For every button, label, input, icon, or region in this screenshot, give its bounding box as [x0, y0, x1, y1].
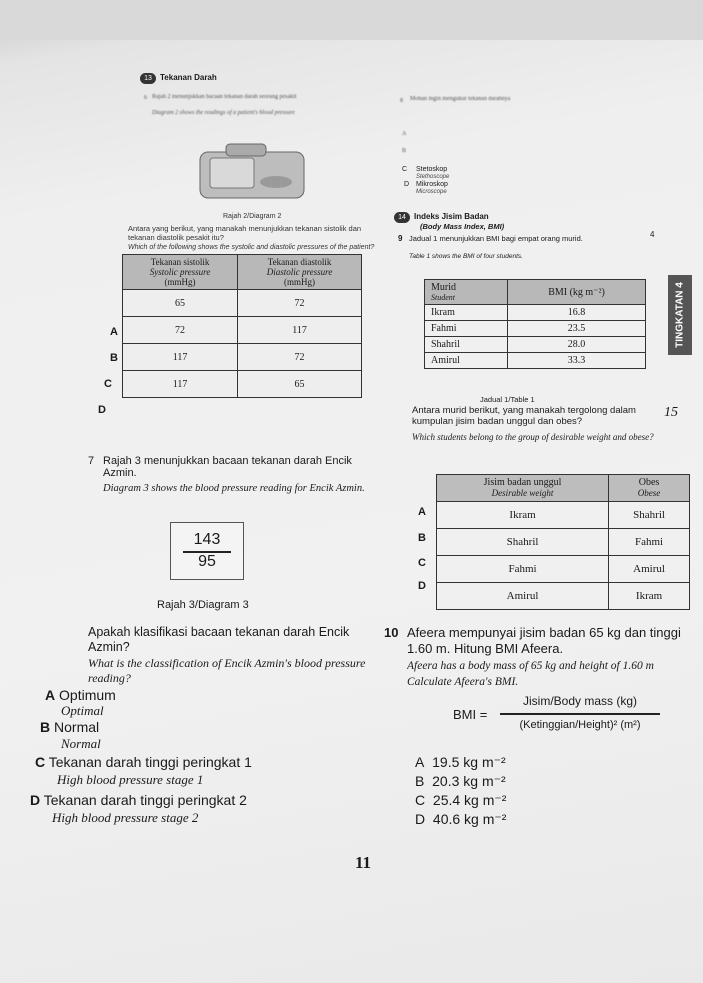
q8-option-c-ms: Stetoskop: [416, 166, 448, 173]
q10-option-a[interactable]: [415, 754, 506, 771]
q7-option-d-en: High blood pressure stage 2: [52, 810, 199, 825]
obese-value: Amirul: [609, 556, 690, 583]
q8-option-b[interactable]: B: [402, 148, 407, 154]
systolic-header-unit: (mmHg): [164, 277, 196, 287]
diastolic-value: 65: [238, 371, 362, 398]
q7-option-d[interactable]: [30, 792, 247, 808]
systolic-value: 117: [123, 344, 238, 371]
q8-option-d[interactable]: D: [404, 181, 410, 188]
q10-number: 10: [384, 625, 399, 640]
option-letter: D: [415, 811, 426, 827]
handwritten-score: 15: [664, 405, 678, 420]
obese-value: Ikram: [609, 583, 690, 610]
desirable-header-ms: Jisim badan unggul: [483, 477, 562, 488]
desirable-value: Amirul: [437, 583, 609, 610]
q9-text-en: Table 1 shows the BMI of four students.: [409, 253, 523, 260]
q8-number: 8: [400, 98, 403, 104]
q6-text-ms: Rajah 2 menunjukkan bacaan tekanan darah seorang pesakit: [152, 94, 297, 100]
table-row: [123, 317, 362, 344]
table1-caption: Jadual 1/Table 1: [480, 395, 535, 404]
option-letter: A: [415, 754, 425, 770]
table-row: [437, 529, 690, 556]
q10-text-en2: Calculate Afeera's BMI.: [407, 676, 519, 688]
section14-number-badge: 14: [394, 212, 410, 223]
systolic-value: 72: [123, 317, 238, 344]
bmi-formula-numerator: Jisim/Body mass (kg): [522, 694, 638, 708]
systolic-value: 65: [123, 290, 238, 317]
diastolic-value: 72: [238, 290, 362, 317]
q6-question-en: Which of the following shows the systolic and diastolic pressures of the patient?: [128, 244, 375, 251]
option-letter[interactable]: D: [98, 404, 106, 416]
q7-question-en: What is the classification of Encik Azmin's blood pressure reading?: [88, 656, 366, 685]
desirable-header: [437, 475, 609, 502]
q7-option-c-en: High blood pressure stage 1: [57, 772, 204, 787]
q6-question-ms: Antara yang berikut, yang manakah menunjukkan tekanan sistolik dan tekanan diastolik pesakit itu?: [128, 224, 362, 242]
table-row: [425, 353, 646, 369]
student-name: Amirul: [425, 353, 508, 369]
option-letter[interactable]: C: [104, 378, 112, 390]
side-tab-label: TINGKATAN 4: [674, 282, 686, 348]
option-text-ms: Tekanan darah tinggi peringkat 1: [48, 754, 252, 770]
systolic-header: [123, 255, 238, 290]
option-letter: C: [415, 792, 426, 808]
systolic-header-en: Systolic pressure: [149, 267, 211, 277]
q8-option-a[interactable]: A: [402, 131, 407, 137]
option-letter[interactable]: A: [418, 506, 426, 518]
desirable-header-en: Desirable weight: [491, 488, 554, 498]
q9-text-ms: Jadual 1 menunjukkan BMI bagi empat orang murid.: [409, 234, 583, 243]
option-letter[interactable]: A: [110, 326, 118, 338]
q6-text-en: Diagram 2 shows the readings of a patient's blood pressure: [152, 110, 295, 116]
section-number-badge: 13: [140, 73, 156, 84]
table-header-row: [425, 280, 646, 305]
option-letter: B: [40, 719, 51, 735]
table-row: [425, 337, 646, 353]
desirable-value: Ikram: [437, 502, 609, 529]
q10-text-en: Afeera has a body mass of 65 kg and height of 1.60 m: [407, 660, 654, 672]
option-letter[interactable]: B: [418, 532, 426, 544]
obese-value: Shahril: [609, 502, 690, 529]
background-sheet: [0, 0, 703, 40]
section14-title: Indeks Jisim Badan: [414, 212, 489, 221]
diastolic-reading: 95: [198, 553, 216, 570]
bmi-formula-lhs: BMI =: [453, 707, 488, 722]
option-letter: C: [35, 754, 46, 770]
q7-option-b-en: Normal: [61, 736, 101, 751]
q9-question-ms: Antara murid berikut, yang manakah tergolong dalam kumpulan jisim badan unggul dan obes?: [412, 405, 636, 427]
option-letter[interactable]: C: [418, 557, 426, 569]
table-row: [437, 502, 690, 529]
student-header-ms: Murid: [431, 282, 456, 293]
q7-text-ms: Rajah 3 menunjukkan bacaan tekanan darah Encik Azmin.: [103, 455, 352, 479]
diastolic-value: 117: [238, 317, 362, 344]
option-letter[interactable]: B: [110, 352, 118, 364]
student-header: [425, 280, 508, 305]
table-header-row: [437, 475, 690, 502]
q8-option-d-en: Microscope: [416, 189, 447, 195]
q6-number: 6: [144, 95, 147, 101]
formula-fraction-line: [500, 713, 660, 715]
q8-option-c-en: Stethoscope: [416, 174, 450, 180]
q10-text-ms: Afeera mempunyai jisim badan 65 kg dan tinggi 1.60 m. Hitung BMI Afeera.: [407, 625, 681, 656]
table-row: [425, 305, 646, 321]
option-value: 19.5 kg m⁻²: [432, 754, 506, 770]
diagram3-caption: Rajah 3/Diagram 3: [157, 599, 249, 611]
bp-reading-box: [170, 522, 244, 580]
obese-header-en: Obese: [637, 488, 661, 498]
table-row: [123, 344, 362, 371]
section14-title-en: (Body Mass Index, BMI): [420, 222, 505, 231]
bmi-formula-denominator: (Ketinggian/Height)² (m²): [519, 719, 641, 731]
table-row: [123, 371, 362, 398]
student-name: Ikram: [425, 305, 508, 321]
q7-option-c[interactable]: [35, 754, 252, 770]
diastolic-header-en: Diastolic pressure: [266, 267, 333, 277]
q10-option-b[interactable]: [415, 773, 506, 790]
diastolic-header-unit: (mmHg): [284, 277, 316, 287]
option-text-ms: Normal: [54, 719, 100, 735]
q9-question-en: Which students belong to the group of desirable weight and obese?: [412, 432, 654, 442]
diagram2-caption: Rajah 2/Diagram 2: [223, 213, 282, 220]
systolic-value: 117: [123, 371, 238, 398]
q8-option-d-ms: Mikroskop: [416, 181, 448, 188]
option-text-ms: Tekanan darah tinggi peringkat 2: [43, 792, 247, 808]
student-header-en: Student: [431, 293, 455, 302]
q7-option-b[interactable]: [40, 719, 99, 735]
option-letter: A: [45, 687, 56, 703]
obese-value: Fahmi: [609, 529, 690, 556]
q8-option-c[interactable]: C: [402, 166, 408, 173]
option-value: 40.6 kg m⁻²: [432, 811, 507, 827]
table-row: [123, 290, 362, 317]
q10-option-d[interactable]: [415, 811, 506, 828]
bmi-table: [424, 279, 646, 369]
handwritten-tick: 4: [650, 230, 655, 239]
q8-text: Mohan ingin mengukur tekanan darahnya: [410, 96, 511, 102]
table-row: [425, 321, 646, 337]
bp-options-table: [122, 254, 362, 398]
bmi-value: 28.0: [508, 337, 646, 353]
student-name: Shahril: [425, 337, 508, 353]
q7-number: 7: [88, 455, 95, 467]
option-value: 20.3 kg m⁻²: [432, 773, 506, 789]
side-tab: [668, 275, 692, 355]
bmi-value: 16.8: [508, 305, 646, 321]
bmi-value: 33.3: [508, 353, 646, 369]
systolic-reading: 143: [193, 531, 221, 548]
blood-pressure-monitor-image: [196, 142, 308, 202]
diastolic-header: [238, 255, 362, 290]
q7-option-a[interactable]: [45, 687, 116, 703]
option-letter[interactable]: D: [418, 580, 426, 592]
diastolic-header-ms: Tekanan diastolik: [267, 257, 332, 267]
systolic-header-ms: Tekanan sistolik: [150, 257, 210, 267]
section-title: Tekanan Darah: [160, 73, 217, 82]
option-text-ms: Optimum: [59, 687, 116, 703]
weight-options-table: [436, 474, 690, 610]
table-row: [437, 583, 690, 610]
q9-number: 9: [398, 234, 403, 243]
table-header-row: [123, 255, 362, 290]
bmi-header: BMI (kg m⁻²): [508, 280, 646, 305]
option-value: 25.4 kg m⁻²: [432, 792, 507, 808]
desirable-value: Shahril: [437, 529, 609, 556]
option-letter: D: [30, 792, 41, 808]
bmi-value: 23.5: [508, 321, 646, 337]
option-letter: B: [415, 773, 425, 789]
q7-option-a-en: Optimal: [61, 703, 104, 718]
table-row: [437, 556, 690, 583]
q10-option-c[interactable]: [415, 792, 506, 809]
diastolic-value: 72: [238, 344, 362, 371]
page-number: 11: [355, 853, 372, 872]
desirable-value: Fahmi: [437, 556, 609, 583]
q7-question-ms: Apakah klasifikasi bacaan tekanan darah Encik Azmin?: [88, 625, 350, 654]
student-name: Fahmi: [425, 321, 508, 337]
obese-header: [609, 475, 690, 502]
obese-header-ms: Obes: [638, 477, 660, 488]
q7-text-en: Diagram 3 shows the blood pressure reading for Encik Azmin.: [103, 483, 365, 494]
